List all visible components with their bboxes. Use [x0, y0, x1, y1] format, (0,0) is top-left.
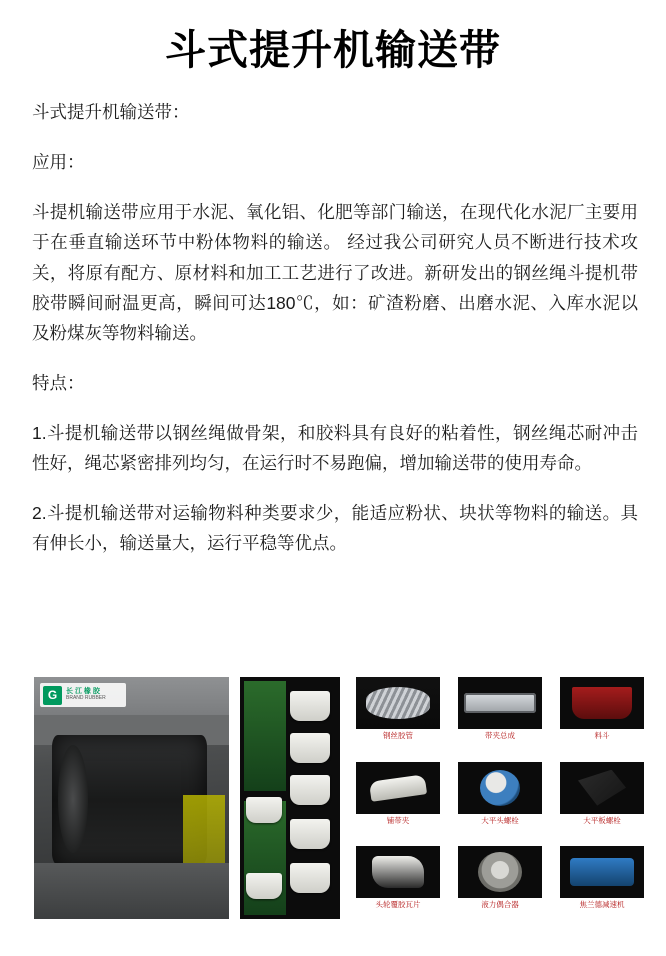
thumb-caption: 铺带夹	[386, 815, 410, 825]
thumb-caption: 大平板螺栓	[583, 815, 621, 825]
paragraph-intro: 斗式提升机输送带：	[32, 102, 190, 123]
paragraph-feature-2: 2.斗提机输送带对运输物料种类要求少，能适应粉状、块状等物料的输送。具有伸长小，输送量大，运行平稳等优点。	[32, 503, 638, 554]
flat-head-bolt-thumb[interactable]	[458, 762, 542, 814]
thumb-cell[interactable]	[350, 762, 446, 843]
conveyor-belt-roll-photo	[34, 677, 229, 919]
brand-text	[66, 688, 106, 702]
bucket-item	[290, 819, 330, 849]
image-gallery	[0, 671, 666, 931]
hopper-bucket-thumb[interactable]	[560, 677, 644, 729]
brand-name: 长 江 橡 胶	[66, 688, 100, 696]
thumb-caption: 料斗	[594, 731, 610, 740]
flange-gear-reducer-thumb[interactable]	[560, 846, 644, 898]
brand-watermark	[40, 683, 126, 707]
factory-floor	[34, 863, 229, 919]
elevator-buckets-photo	[240, 677, 340, 919]
thumb-cell[interactable]	[452, 762, 548, 843]
steel-cord-rubber-thumb[interactable]	[356, 677, 440, 729]
belt-clip-thumb[interactable]	[356, 762, 440, 814]
paragraph-application: 斗提机输送带应用于水泥、氧化铝、化肥等部门输送，在现代化水泥厂主要用于在垂直输送环节中粉体物料的输送。 经过我公司研究人员不断进行技术攻关，将原有配方、原材料和加工工艺进行了改进。新研发出的钢丝绳斗提机带胶带瞬间耐温更高，瞬间可达180℃，如：矿渣粉磨、出磨水泥、入库水泥以及粉煤灰等物料输送。	[32, 202, 638, 343]
belt-clamp-assembly-thumb[interactable]	[458, 677, 542, 729]
paragraph-feature-1: 1.斗提机输送带以钢丝绳做骨架，和胶料具有良好的粘着性，钢丝绳芯耐冲击性好，绳芯紧密排列均匀，在运行时不易跑偏，增加输送带的使用寿命。	[32, 422, 638, 474]
thumb-caption: 带夹总成	[485, 731, 515, 740]
brand-mark-icon: G	[43, 686, 62, 705]
head-rubber-lagging-thumb[interactable]	[356, 846, 440, 898]
bucket-item	[290, 733, 330, 763]
thumb-cell[interactable]	[554, 677, 650, 758]
thumb-cell[interactable]	[350, 846, 446, 927]
heading-application: 应用：	[32, 152, 85, 173]
document-body	[0, 97, 666, 558]
bucket-item	[290, 691, 330, 721]
document-page	[0, 26, 666, 956]
bucket-item	[246, 797, 282, 823]
thumb-cell[interactable]	[350, 677, 446, 758]
thumb-caption: 钢丝胶管	[383, 731, 413, 740]
page-title: 斗式提升机输送带	[165, 27, 501, 73]
thumb-cell[interactable]	[554, 762, 650, 843]
brand-pinyin: BRAND RUBBER	[66, 695, 106, 702]
thumb-cell[interactable]	[452, 677, 548, 758]
thumb-caption: 液力偶合器	[481, 900, 519, 910]
flat-plate-bolt-thumb[interactable]	[560, 762, 644, 814]
thumb-caption: 头轮覆胶瓦片	[375, 900, 421, 910]
thumb-cell[interactable]	[554, 846, 650, 927]
bucket-band-upper	[244, 681, 286, 791]
heading-features: 特点：	[32, 372, 85, 393]
thumb-caption: 焦兰德减速机	[579, 900, 625, 910]
thumb-caption: 大平头螺栓	[481, 815, 519, 825]
bucket-item	[290, 863, 330, 893]
bucket-item	[290, 775, 330, 805]
hydraulic-coupler-thumb[interactable]	[458, 846, 542, 898]
bucket-item	[246, 873, 282, 899]
thumb-cell[interactable]	[452, 846, 548, 927]
parts-thumbnail-grid	[350, 677, 650, 927]
